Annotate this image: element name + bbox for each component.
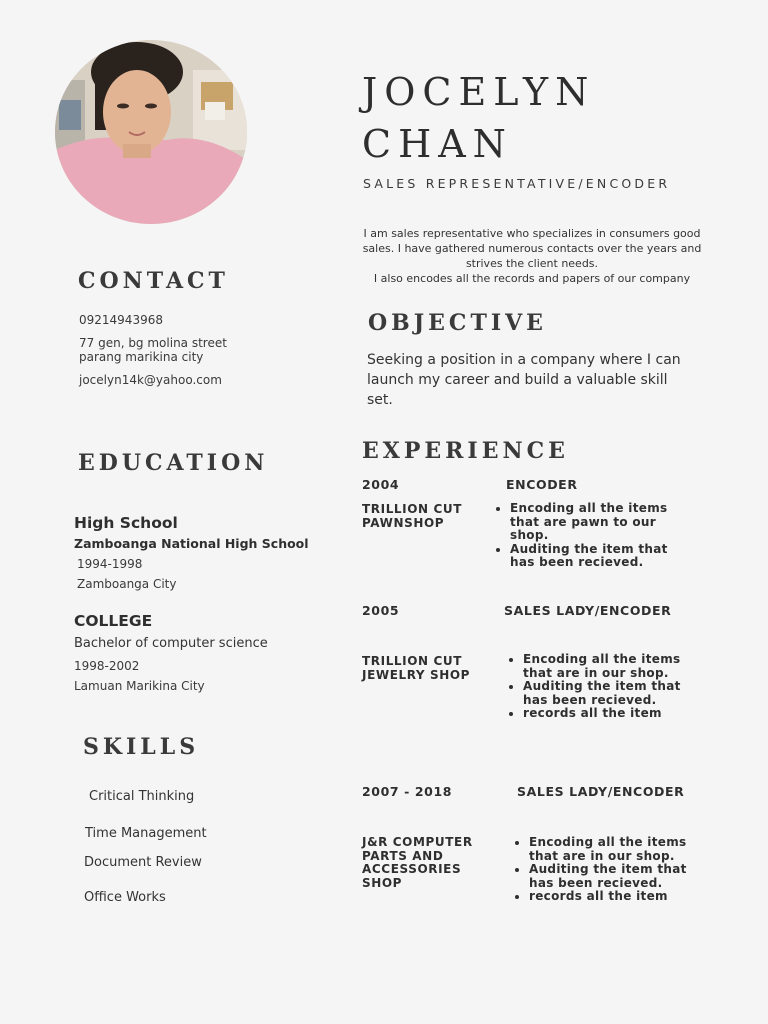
duty-item: • Auditing the item that has been recieved. <box>510 543 670 570</box>
skill-item: Office Works <box>84 890 166 905</box>
duty-item: • Auditing the item that has been recieved. <box>529 863 699 890</box>
first-name: JOCELYN <box>362 70 596 114</box>
job-role: SALES LADY/ENCODER <box>504 603 672 618</box>
job-year: 2004 <box>362 477 400 492</box>
college-years: 1998-2002 <box>74 659 140 673</box>
last-name: CHAN <box>362 122 513 166</box>
summary-line: sales. I have gathered numerous contacts over the years and <box>362 242 702 255</box>
objective-text: Seeking a position in a company where I can launch my career and build a valuable skill set. <box>367 352 681 408</box>
contact-phone: 09214943968 <box>79 313 163 327</box>
skills-heading: SKILLS <box>83 734 200 760</box>
job-year: 2005 <box>362 603 400 618</box>
duty-item: • records all the item <box>529 890 699 904</box>
contact-heading: CONTACT <box>78 268 229 294</box>
profile-photo-illustration <box>55 40 247 224</box>
job-role: ENCODER <box>506 477 578 492</box>
job-company: TRILLION CUT PAWNSHOP <box>362 502 463 530</box>
duty-item: • Encoding all the items that are pawn to our shop. <box>510 502 670 543</box>
job-year: 2007 - 2018 <box>362 784 453 799</box>
contact-email: jocelyn14k@yahoo.com <box>79 373 222 387</box>
summary-line: strives the client needs. <box>465 257 599 270</box>
job-role: SALES LADY/ENCODER <box>517 784 685 799</box>
duty-item: • Auditing the item that has been recieved. <box>523 680 693 707</box>
duty-item: • Encoding all the items that are in our shop. <box>523 653 693 680</box>
profile-photo <box>55 40 247 224</box>
contact-address-line2: parang marikina city <box>79 350 204 364</box>
contact-address-line1: 77 gen, bg molina street <box>79 336 227 350</box>
job-duties <box>513 836 699 904</box>
high-school-name: Zamboanga National High School <box>74 536 309 551</box>
high-school-level: High School <box>74 514 178 532</box>
summary-line: I also encodes all the records and papers of our company <box>373 272 691 285</box>
experience-heading: EXPERIENCE <box>362 438 569 464</box>
duty-item: • Encoding all the items that are in our shop. <box>529 836 699 863</box>
summary-line: I am sales representative who specializes in consumers good <box>363 227 701 240</box>
job-company: J&R COMPUTER PARTS AND ACCESSORIES SHOP <box>362 835 473 890</box>
high-school-location: Zamboanga City <box>77 577 177 591</box>
skill-item: Time Management <box>85 826 207 841</box>
skill-item: Document Review <box>84 855 202 870</box>
job-duties <box>494 502 670 570</box>
job-company: TRILLION CUT JEWELRY SHOP <box>362 654 471 682</box>
name-heading <box>362 66 595 170</box>
duty-item: • records all the item <box>523 707 693 721</box>
summary <box>358 226 706 286</box>
job-title: SALES REPRESENTATIVE/ENCODER <box>363 176 671 191</box>
education-heading: EDUCATION <box>78 450 269 476</box>
skill-item: Critical Thinking <box>89 789 195 804</box>
objective-heading: OBJECTIVE <box>368 310 547 336</box>
job-duties <box>507 653 693 721</box>
college-degree: Bachelor of computer science <box>74 636 268 651</box>
college-location: Lamuan Marikina City <box>74 679 205 693</box>
high-school-years: 1994-1998 <box>77 557 143 571</box>
college-level: COLLEGE <box>74 612 153 630</box>
